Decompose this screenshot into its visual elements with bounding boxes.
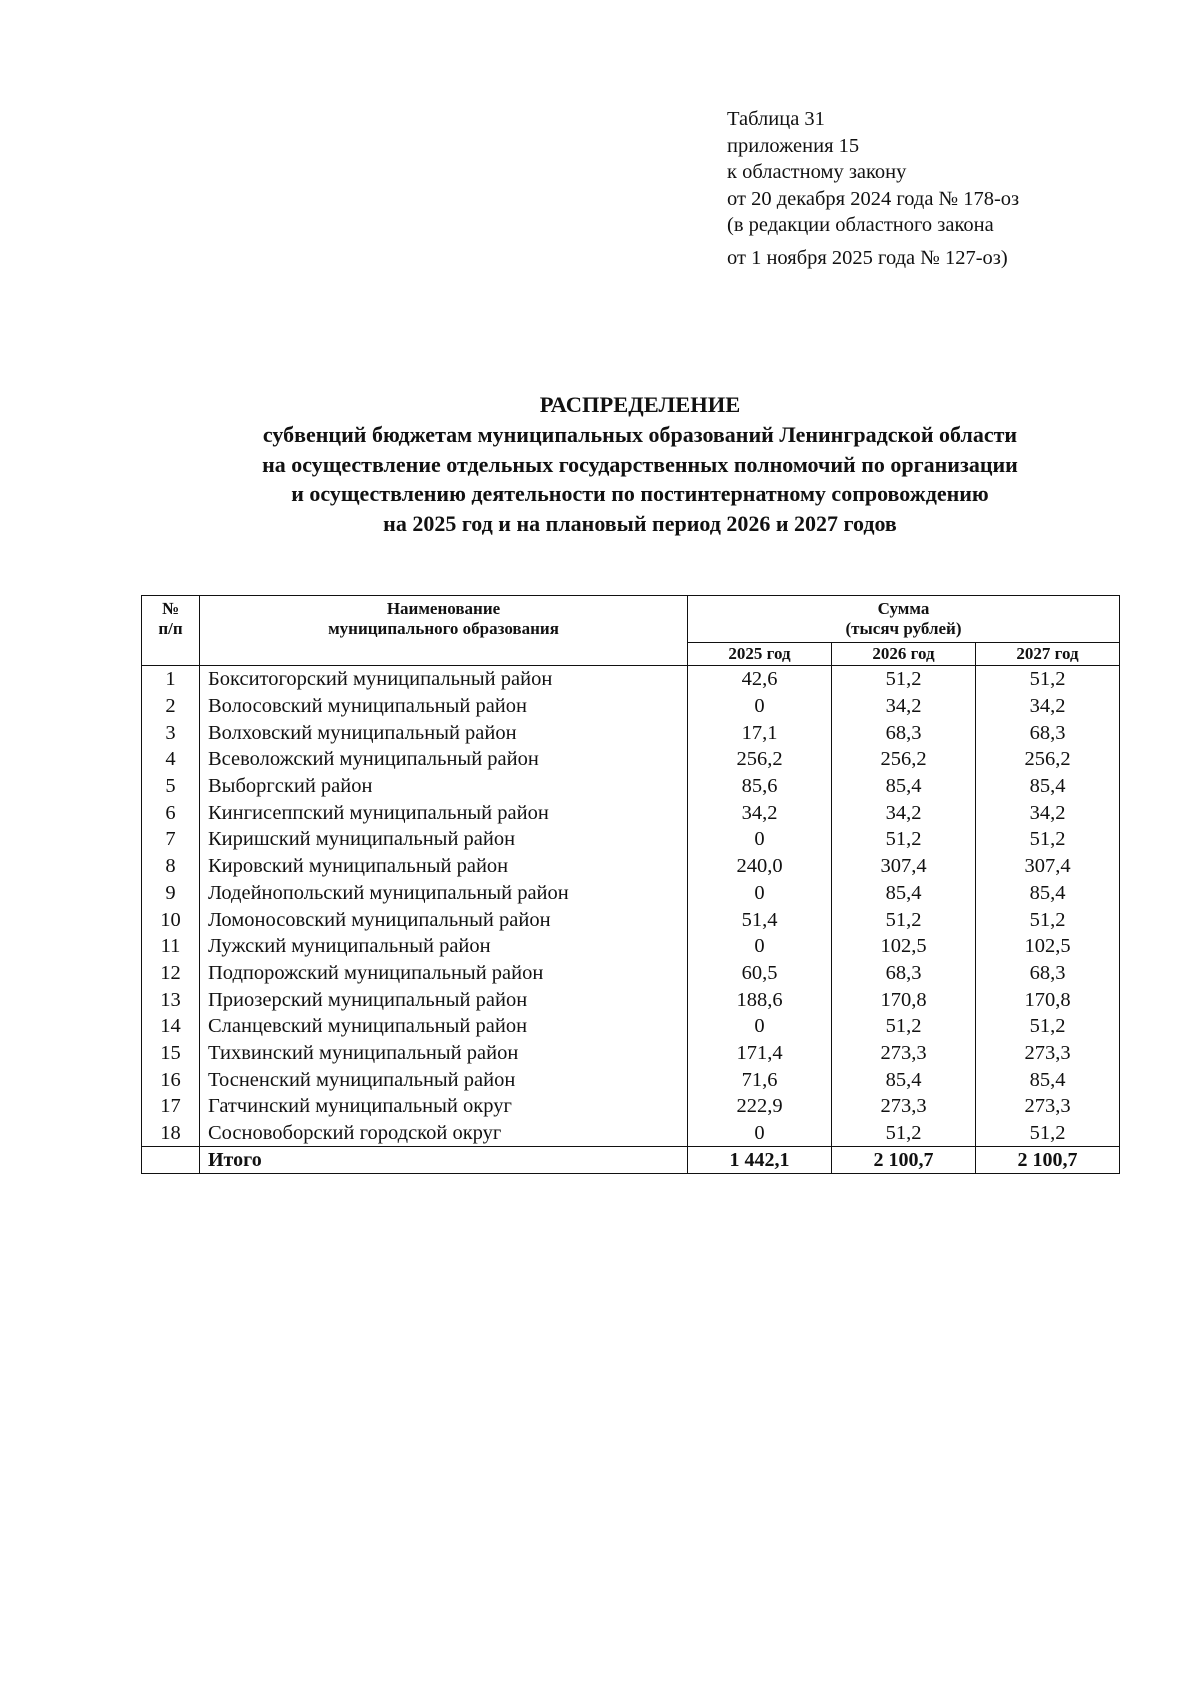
- amount-2026: 51,2: [832, 906, 976, 933]
- amount-2027: 85,4: [976, 1066, 1120, 1093]
- amount-2027: 68,3: [976, 719, 1120, 746]
- row-number: 8: [142, 853, 200, 880]
- title-line: и осуществлению деятельности по постинтернатному сопровождению: [291, 481, 989, 506]
- table-row: [142, 906, 1120, 933]
- amount-2027: 51,2: [976, 906, 1120, 933]
- amount-2025: 85,6: [688, 773, 832, 800]
- amount-2026: 307,4: [832, 853, 976, 880]
- title-line: на 2025 год и на плановый период 2026 и 2027 годов: [383, 510, 897, 536]
- title-line: субвенций бюджетам муниципальных образований Ленинградской области: [262, 422, 1018, 447]
- reference-line: приложения 15: [727, 134, 860, 157]
- amount-2026: 85,4: [832, 1066, 976, 1093]
- municipality-name: Тосненский муниципальный район: [200, 1066, 688, 1093]
- reference-line: от 20 декабря 2024 года № 178-оз: [727, 187, 1020, 210]
- title-line: на осуществление отдельных государственных полномочий по организации: [262, 451, 1018, 477]
- amount-2026: 273,3: [832, 1040, 976, 1067]
- amount-2027: 51,2: [976, 1013, 1120, 1040]
- municipality-name: Выборгский район: [200, 773, 688, 800]
- amount-2026: 51,2: [832, 666, 976, 693]
- row-number: 7: [142, 826, 200, 853]
- amount-2025: 0: [688, 933, 832, 960]
- column-header-year: 2027 год: [976, 643, 1120, 666]
- municipality-name: Сланцевский муниципальный район: [200, 1013, 688, 1040]
- row-number: 17: [142, 1093, 200, 1120]
- amount-2027: 307,4: [976, 853, 1120, 880]
- row-number: 13: [142, 986, 200, 1013]
- row-number: 3: [142, 719, 200, 746]
- amount-2026: 68,3: [832, 719, 976, 746]
- row-number: 9: [142, 880, 200, 907]
- column-header-year: 2025 год: [688, 643, 832, 666]
- municipality-name: Волосовский муниципальный район: [200, 693, 688, 720]
- amount-2025: 0: [688, 826, 832, 853]
- header-text: (тысяч рублей): [845, 619, 962, 638]
- table-row: [142, 1040, 1120, 1067]
- amount-2026: 273,3: [832, 1093, 976, 1120]
- municipality-name: Кировский муниципальный район: [200, 853, 688, 880]
- reference-line: от 1 ноября 2025 года № 127-оз): [727, 246, 1008, 269]
- amount-2025: 171,4: [688, 1040, 832, 1067]
- amount-2025: 42,6: [688, 666, 832, 693]
- row-number: 5: [142, 773, 200, 800]
- header-text: муниципального образования: [328, 619, 559, 638]
- amount-2027: 273,3: [976, 1040, 1120, 1067]
- municipality-name: Ломоносовский муниципальный район: [200, 906, 688, 933]
- reference-line: (в редакции областного закона: [727, 214, 994, 236]
- table-row: [142, 666, 1120, 693]
- reference-line: Таблица 31: [727, 108, 825, 130]
- amount-2025: 51,4: [688, 906, 832, 933]
- municipality-name: Гатчинский муниципальный округ: [200, 1093, 688, 1120]
- municipality-name: Бокситогорский муниципальный район: [200, 666, 688, 693]
- amount-2026: 85,4: [832, 773, 976, 800]
- table-row: [142, 693, 1120, 720]
- amount-2027: 85,4: [976, 773, 1120, 800]
- row-number: 14: [142, 1013, 200, 1040]
- amount-2027: 170,8: [976, 986, 1120, 1013]
- row-number: 1: [142, 666, 200, 693]
- municipality-name: Всеволожский муниципальный район: [200, 746, 688, 773]
- amount-2026: 51,2: [832, 1120, 976, 1147]
- amount-2025: 222,9: [688, 1093, 832, 1120]
- table-row: [142, 853, 1120, 880]
- amount-2025: 0: [688, 1013, 832, 1040]
- document-reference: [727, 106, 1019, 271]
- table-row: [142, 1013, 1120, 1040]
- municipality-name: Приозерский муниципальный район: [200, 986, 688, 1013]
- municipality-name: Кингисеппский муниципальный район: [200, 799, 688, 826]
- column-header-sum: [688, 596, 1120, 643]
- amount-2025: 0: [688, 1120, 832, 1147]
- amount-2027: 102,5: [976, 933, 1120, 960]
- column-header-year: 2026 год: [832, 643, 976, 666]
- amount-2026: 51,2: [832, 1013, 976, 1040]
- amount-2025: 188,6: [688, 986, 832, 1013]
- municipality-name: Киришский муниципальный район: [200, 826, 688, 853]
- document-title: [150, 390, 1130, 538]
- amount-2027: 51,2: [976, 1120, 1120, 1147]
- amount-2025: 0: [688, 880, 832, 907]
- table-row: [142, 1120, 1120, 1147]
- row-number: 2: [142, 693, 200, 720]
- table-row: [142, 799, 1120, 826]
- amount-2027: 51,2: [976, 666, 1120, 693]
- row-number: 12: [142, 960, 200, 987]
- amount-2026: 102,5: [832, 933, 976, 960]
- amount-2025: 17,1: [688, 719, 832, 746]
- table-row: [142, 1066, 1120, 1093]
- row-number: 4: [142, 746, 200, 773]
- total-number-cell: [142, 1147, 200, 1174]
- row-number: 15: [142, 1040, 200, 1067]
- municipality-name: Тихвинский муниципальный район: [200, 1040, 688, 1067]
- amount-2027: 34,2: [976, 693, 1120, 720]
- amount-2025: 240,0: [688, 853, 832, 880]
- table-row: [142, 826, 1120, 853]
- amount-2026: 34,2: [832, 799, 976, 826]
- municipality-name: Волховский муниципальный район: [200, 719, 688, 746]
- amount-2025: 60,5: [688, 960, 832, 987]
- header-text: №: [161, 599, 180, 618]
- amount-2026: 34,2: [832, 693, 976, 720]
- row-number: 10: [142, 906, 200, 933]
- row-number: 16: [142, 1066, 200, 1093]
- total-value-2027: 2 100,7: [976, 1147, 1120, 1174]
- table-row: [142, 986, 1120, 1013]
- row-number: 18: [142, 1120, 200, 1147]
- row-number: 6: [142, 799, 200, 826]
- table-row: [142, 746, 1120, 773]
- amount-2025: 256,2: [688, 746, 832, 773]
- column-header-name: [200, 596, 688, 666]
- column-header-number: [142, 596, 200, 666]
- total-label: Итого: [200, 1147, 688, 1174]
- amount-2026: 85,4: [832, 880, 976, 907]
- amount-2027: 51,2: [976, 826, 1120, 853]
- table-row: [142, 773, 1120, 800]
- title-heading: РАСПРЕДЕЛЕНИЕ: [539, 392, 741, 417]
- amount-2027: 256,2: [976, 746, 1120, 773]
- table-row: [142, 933, 1120, 960]
- table-row: [142, 880, 1120, 907]
- amount-2026: 51,2: [832, 826, 976, 853]
- municipality-name: Лодейнопольский муниципальный район: [200, 880, 688, 907]
- total-value-2026: 2 100,7: [832, 1147, 976, 1174]
- distribution-table: [141, 595, 1120, 1174]
- table-row: [142, 960, 1120, 987]
- header-text: Наименование: [386, 599, 501, 618]
- table-row: [142, 1093, 1120, 1120]
- row-number: 11: [142, 933, 200, 960]
- amount-2027: 68,3: [976, 960, 1120, 987]
- reference-line: к областному закону: [727, 161, 907, 183]
- table-body: [142, 666, 1120, 1147]
- amount-2026: 170,8: [832, 986, 976, 1013]
- header-text: Сумма: [877, 599, 930, 618]
- amount-2025: 0: [688, 693, 832, 720]
- amount-2025: 71,6: [688, 1066, 832, 1093]
- total-row: [142, 1147, 1120, 1174]
- total-value-2025: 1 442,1: [688, 1147, 832, 1174]
- table-row: [142, 719, 1120, 746]
- amount-2027: 34,2: [976, 799, 1120, 826]
- amount-2027: 85,4: [976, 880, 1120, 907]
- amount-2027: 273,3: [976, 1093, 1120, 1120]
- header-text: п/п: [158, 619, 183, 638]
- amount-2025: 34,2: [688, 799, 832, 826]
- amount-2026: 256,2: [832, 746, 976, 773]
- municipality-name: Сосновоборский городской округ: [200, 1120, 688, 1147]
- municipality-name: Лужский муниципальный район: [200, 933, 688, 960]
- amount-2026: 68,3: [832, 960, 976, 987]
- municipality-name: Подпорожский муниципальный район: [200, 960, 688, 987]
